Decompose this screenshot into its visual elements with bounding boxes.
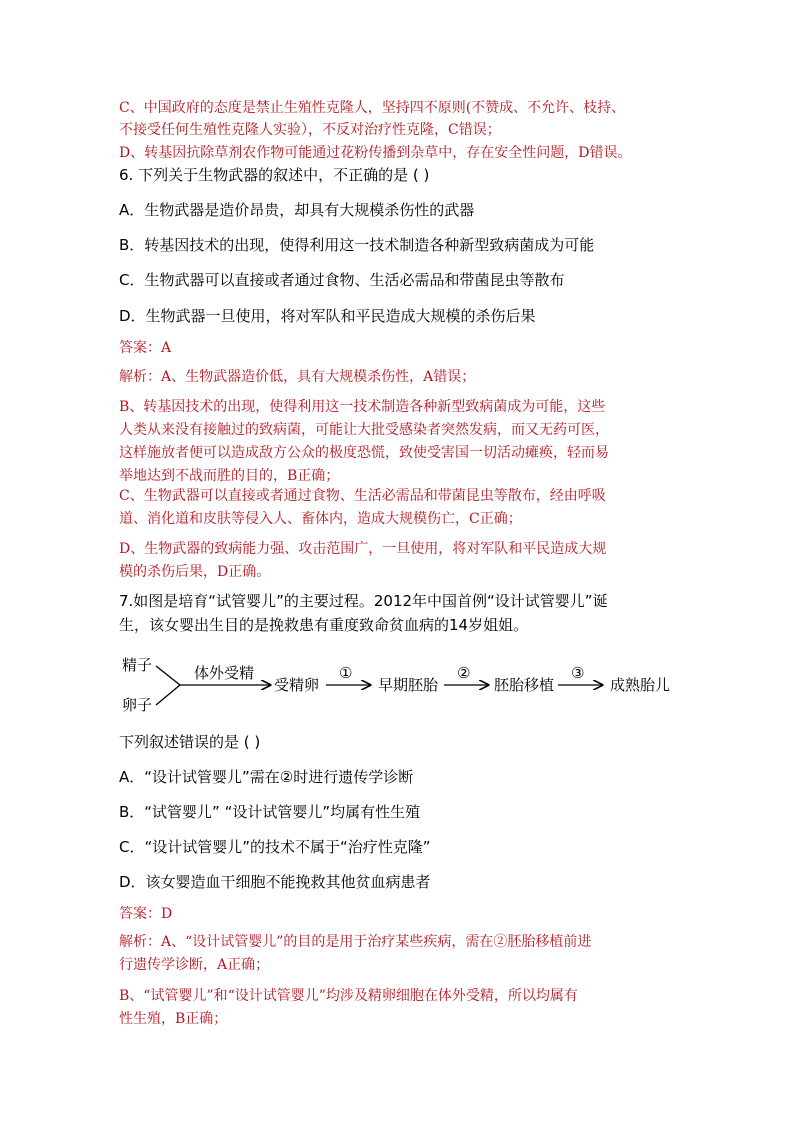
step3-label: ③ [571, 664, 585, 682]
explanation-d-line: D、转基因抗除草剂农作物可能通过花粉传播到杂草中，存在安全性问题，D错误。 [119, 145, 632, 161]
q6-option-a: A．生物武器是造价昂贵，却具有大规模杀伤性的武器 [119, 201, 475, 219]
ivf-process-diagram [120, 652, 700, 722]
q7-option-c: C．“设计试管婴儿”的技术不属于“治疗性克隆” [119, 838, 431, 856]
step1-label: ① [339, 664, 353, 682]
mature-fetus-label: 成熟胎儿 [610, 676, 671, 694]
q7-answer: 答案：D [119, 906, 173, 922]
q6-option-d: D．生物武器一旦使用，将对军队和平民造成大规模的杀伤后果 [119, 307, 536, 325]
zygote-label: 受精卵 [274, 676, 320, 694]
q6-analysis-b-line3: 这样施放者便可以造成敌方公众的极度恐慌，致使受害国一切活动瘫痪，轻而易 [119, 445, 609, 461]
q6-analysis-c-line1: C、生物武器可以直接或者通过食物、生活必需品和带菌昆虫等散布，经由呼吸 [119, 488, 606, 504]
q7-stem-line2: 生，该女婴出生目的是挽救患有重度致命贫血病的14岁姐姐。 [119, 616, 529, 634]
q7-analysis-a-line2: 行遗传学诊断，A正确； [119, 957, 270, 973]
q7-analysis-b-line2: 性生殖，B正确； [119, 1011, 228, 1027]
q6-analysis-c-line2: 道、消化道和皮肤等侵入人、畜体内，造成大规模伤亡，C正确； [119, 511, 522, 527]
q7-option-a: A．“设计试管婴儿”需在②时进行遗传学诊断 [119, 768, 414, 786]
q6-answer: 答案：A [119, 340, 172, 356]
q6-option-c: C．生物武器可以直接或者通过食物、生活必需品和带菌昆虫等散布 [119, 271, 565, 289]
q7-stem-line1: 7.如图是培育“试管婴儿”的主要过程。2012年中国首例“设计试管婴儿”诞 [119, 592, 608, 610]
sperm-branch-line [156, 666, 180, 685]
q7-prompt: 下列叙述错误的是 ( ) [119, 733, 261, 751]
explanation-c-line2: 不接受任何生殖性克隆人实验），不反对治疗性克隆，C错误； [119, 122, 501, 138]
q7-analysis-b-line1: B、“试管婴儿”和“设计试管婴儿”均涉及精卵细胞在体外受精，所以均属有 [119, 988, 578, 1004]
sperm-label: 精子 [122, 656, 153, 674]
q6-analysis-d-line1: D、生物武器的致病能力强、攻击范围广，一旦使用，将对军队和平民造成大规 [119, 541, 607, 557]
q7-option-b: B．“试管婴儿” “设计试管婴儿”均属有性生殖 [119, 803, 421, 821]
q7-analysis-a-line1: 解析：A、“设计试管婴儿”的目的是用于治疗某些疾病，需在②胚胎移植前进 [119, 934, 592, 950]
q6-stem: 6. 下列关于生物武器的叙述中，不正确的是 ( ) [119, 166, 430, 184]
step2-label: ② [457, 664, 471, 682]
egg-label: 卵子 [122, 696, 153, 714]
q6-analysis-a: 解析：A、生物武器造价低，具有大规模杀伤性，A错误； [119, 369, 476, 385]
q6-analysis-b-line4: 举地达到不战而胜的目的，B正确； [119, 468, 340, 484]
q6-analysis-d-line2: 模的杀伤后果，D正确。 [119, 564, 271, 580]
ivf-label: 体外受精 [194, 664, 255, 682]
embryo-transfer-label: 胚胎移植 [494, 676, 555, 694]
q6-analysis-b-line1: B、转基因技术的出现，使得利用这一技术制造各种新型致病菌成为可能，这些 [119, 399, 606, 415]
q6-option-b: B．转基因技术的出现，使得利用这一技术制造各种新型致病菌成为可能 [119, 236, 595, 254]
q6-analysis-b-line2: 人类从来没有接触过的致病菌，可能让大批受感染者突然发病，而又无药可医， [119, 422, 609, 438]
explanation-c-line1: C、中国政府的态度是禁止生殖性克隆人，坚持四不原则(不赞成、不允许、枝持、 [119, 100, 626, 116]
early-embryo-label: 早期胚胎 [378, 676, 439, 694]
egg-branch-line [156, 685, 180, 705]
q7-option-d: D．该女婴造血干细胞不能挽救其他贫血病患者 [119, 873, 431, 891]
